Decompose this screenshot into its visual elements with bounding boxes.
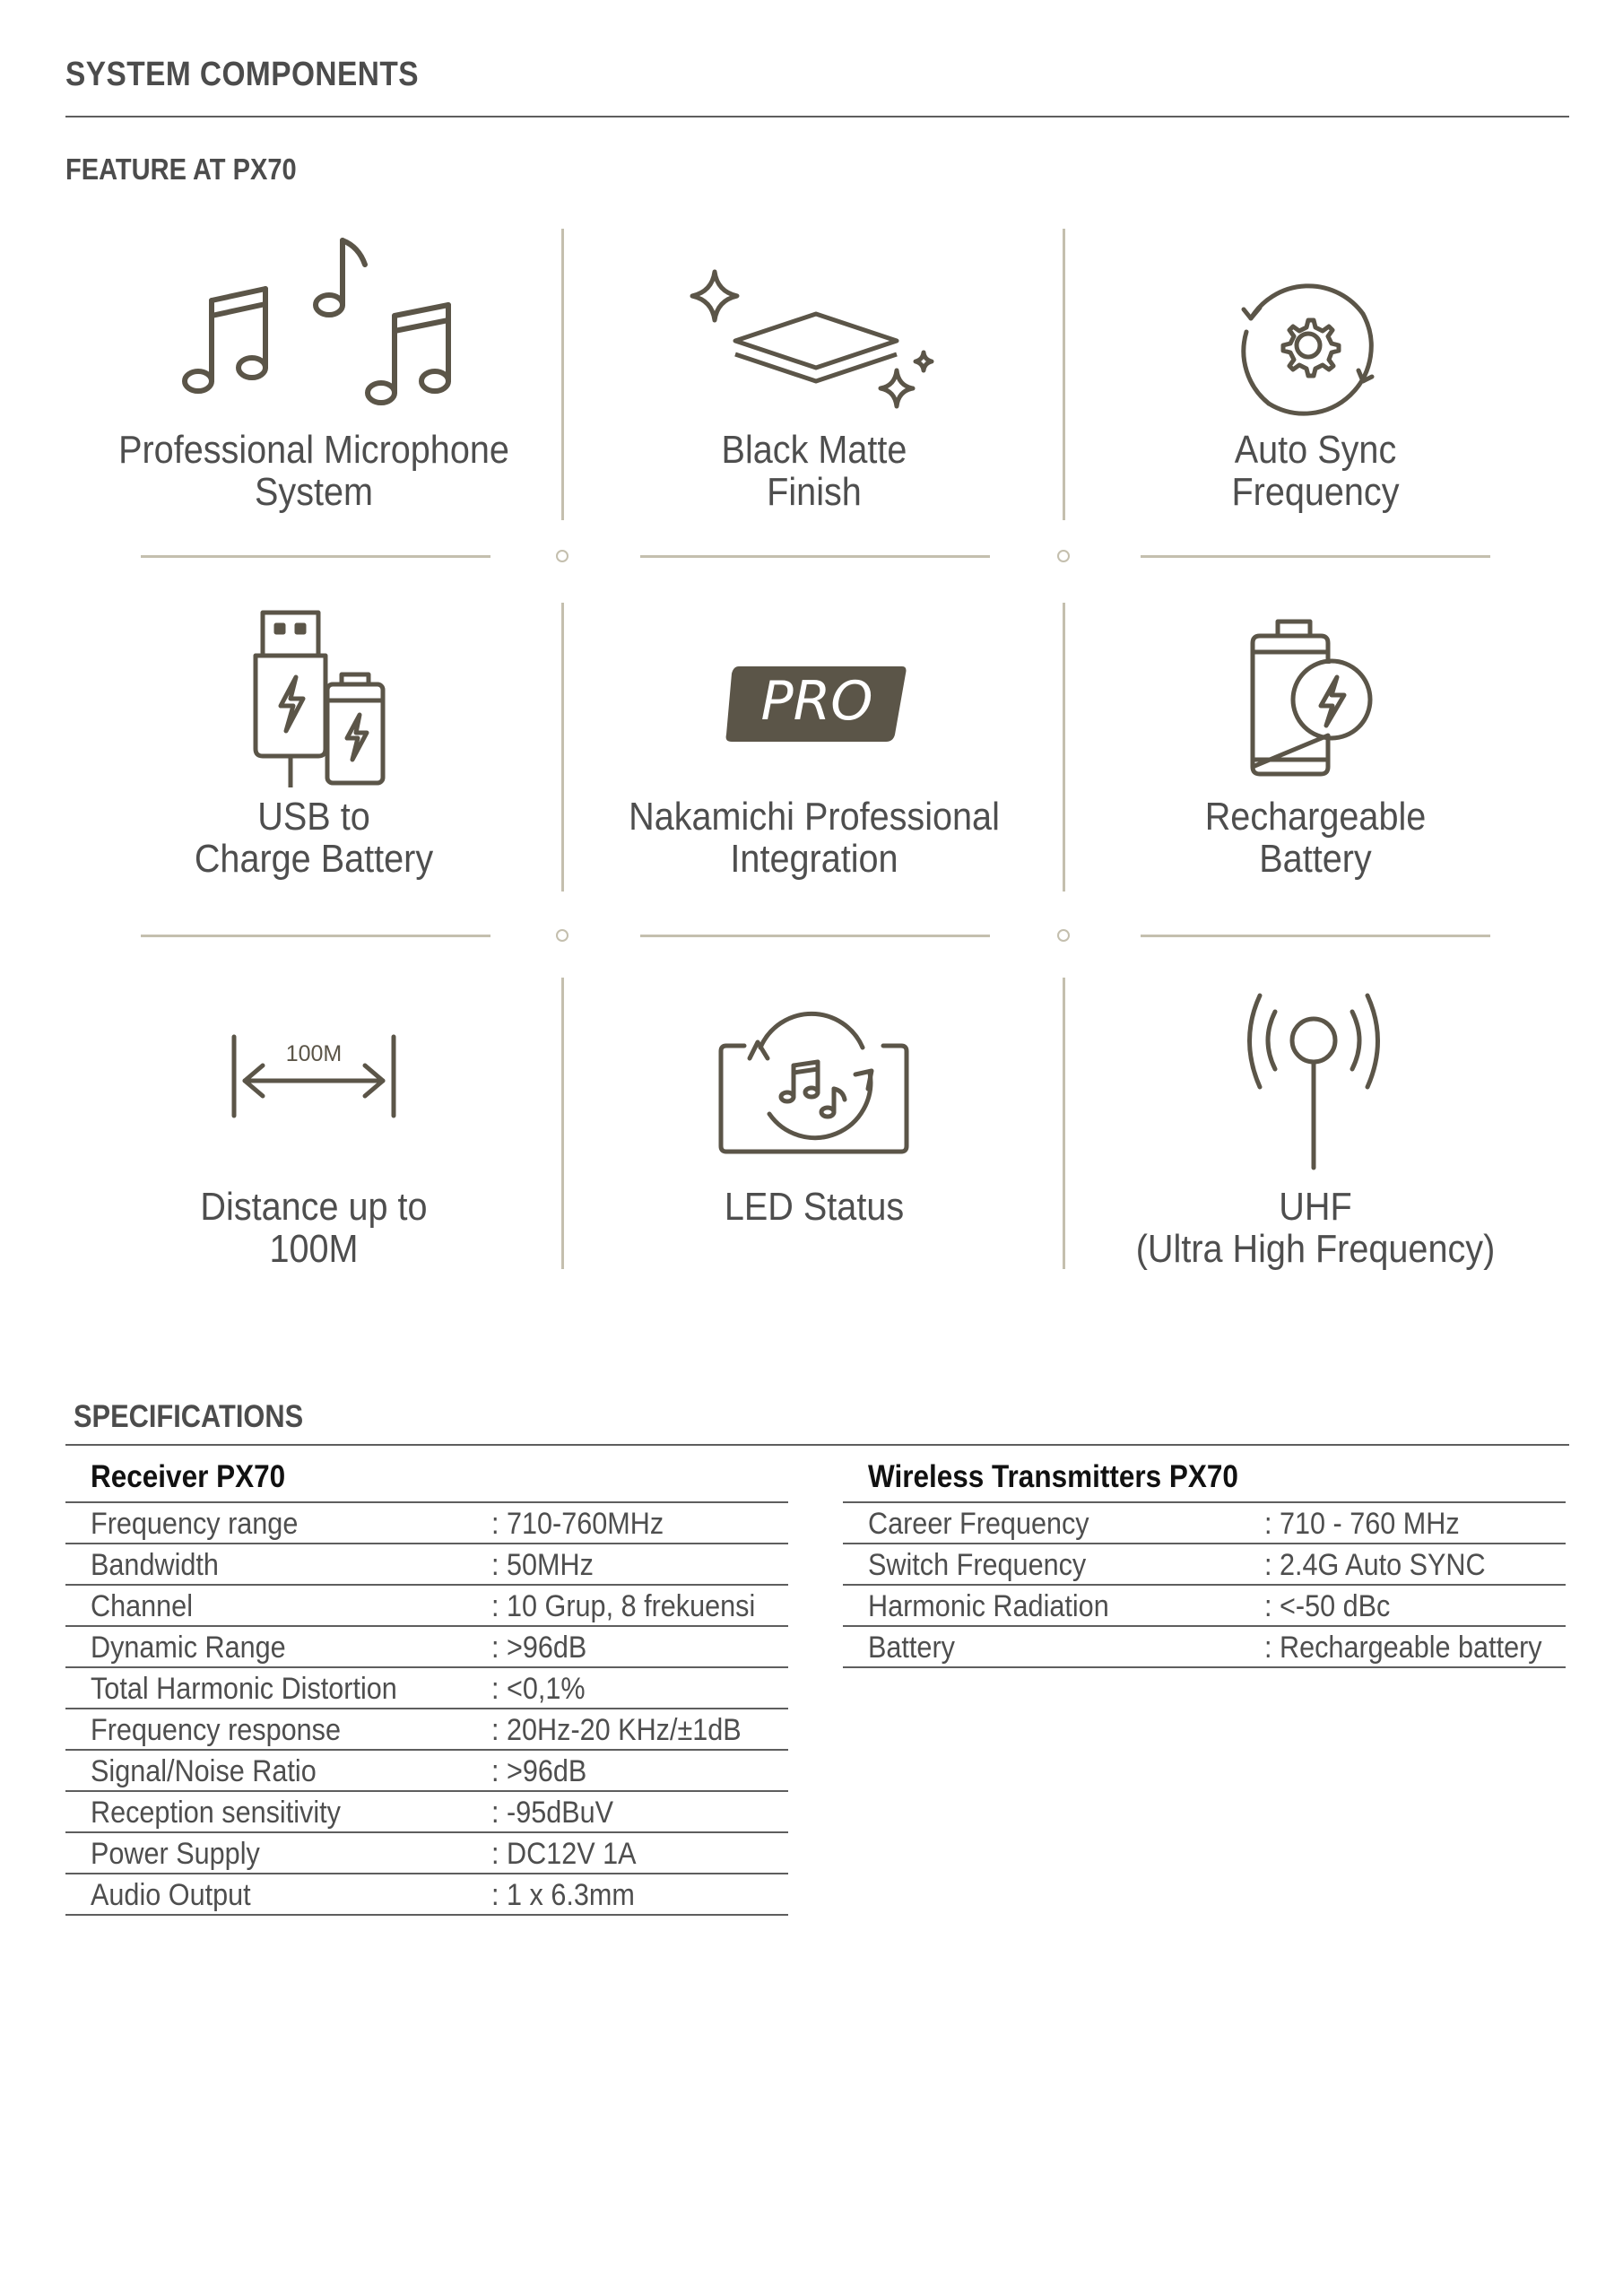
spec-row xyxy=(65,1874,788,1916)
grid-divider xyxy=(1063,978,1065,1269)
feature-label: Black Matte Finish xyxy=(721,428,907,514)
spec-row xyxy=(65,1627,788,1668)
grid-divider xyxy=(561,229,564,520)
specifications-title: SPECIFICATIONS xyxy=(74,1399,304,1434)
spec-row xyxy=(65,1751,788,1792)
grid-divider xyxy=(640,555,990,558)
usb-charge-icon xyxy=(247,605,390,794)
spec-value: : 1 x 6.3mm xyxy=(491,1878,635,1912)
receiver-table-title: Receiver PX70 xyxy=(65,1455,788,1503)
spec-value: : <0,1% xyxy=(491,1672,586,1706)
feature-label: USB to Charge Battery xyxy=(194,795,434,881)
grid-divider xyxy=(1141,935,1490,937)
grid-divider xyxy=(1063,229,1065,520)
grid-dot xyxy=(1057,929,1070,942)
spec-row xyxy=(65,1503,788,1544)
spec-key: Switch Frequency xyxy=(868,1548,1087,1582)
grid-divider xyxy=(640,935,990,937)
spec-value: : 710 - 760 MHz xyxy=(1264,1507,1460,1541)
grid-dot xyxy=(556,550,568,562)
spec-value: : 20Hz-20 KHz/±1dB xyxy=(491,1713,742,1747)
spec-key: Total Harmonic Distortion xyxy=(91,1672,397,1706)
spec-row xyxy=(65,1709,788,1751)
spec-value: : DC12V 1A xyxy=(491,1837,637,1871)
feature-label: Nakamichi Professional Integration xyxy=(629,795,1000,881)
specifications-rule xyxy=(65,1444,1569,1446)
spec-key: Harmonic Radiation xyxy=(868,1589,1109,1623)
grid-divider xyxy=(141,555,490,558)
spec-value: : <-50 dBc xyxy=(1264,1589,1391,1623)
pro-badge-text: PRO xyxy=(760,670,873,733)
spec-value: : 710-760MHz xyxy=(491,1507,664,1541)
spec-key: Audio Output xyxy=(91,1878,251,1912)
spec-value: : Rechargeable battery xyxy=(1264,1631,1542,1665)
spec-key: Frequency response xyxy=(91,1713,341,1747)
rechargeable-battery-icon xyxy=(1242,614,1385,785)
spec-key: Reception sensitivity xyxy=(91,1796,341,1830)
feature-label: Professional Microphone System xyxy=(118,428,509,514)
spec-value: : 50MHz xyxy=(491,1548,594,1582)
spec-row xyxy=(843,1503,1566,1544)
grid-dot xyxy=(556,929,568,942)
spec-row xyxy=(65,1544,788,1586)
spec-key: Channel xyxy=(91,1589,193,1623)
spec-row xyxy=(843,1544,1566,1586)
spec-key: Bandwidth xyxy=(91,1548,219,1582)
spec-key: Power Supply xyxy=(91,1837,260,1871)
spec-value: : >96dB xyxy=(491,1754,587,1788)
grid-divider xyxy=(1141,555,1490,558)
spec-value: : 2.4G Auto SYNC xyxy=(1264,1548,1486,1582)
grid-divider xyxy=(561,978,564,1269)
title-rule xyxy=(65,116,1569,117)
receiver-spec-table xyxy=(65,1455,788,1916)
spec-value: : 10 Grup, 8 frekuensi xyxy=(491,1589,756,1623)
transmitter-table-title: Wireless Transmitters PX70 xyxy=(843,1455,1566,1503)
section-subtitle: FEATURE AT PX70 xyxy=(65,152,297,186)
grid-divider xyxy=(141,935,490,937)
feature-label: LED Status xyxy=(724,1185,905,1229)
feature-label: Rechargeable Battery xyxy=(1204,795,1427,881)
antenna-signal-icon xyxy=(1237,987,1390,1175)
led-status-icon xyxy=(717,1003,910,1160)
grid-divider xyxy=(561,603,564,891)
spec-key: Signal/Noise Ratio xyxy=(91,1754,317,1788)
spec-key: Dynamic Range xyxy=(91,1631,286,1665)
spec-row xyxy=(843,1627,1566,1668)
feature-label: Distance up to 100M xyxy=(200,1185,428,1271)
feature-label: Auto Sync Frequency xyxy=(1231,428,1400,514)
spec-key: Battery xyxy=(868,1631,955,1665)
spec-row xyxy=(65,1833,788,1874)
spec-value: : >96dB xyxy=(491,1631,587,1665)
spec-value: : -95dBuV xyxy=(491,1796,614,1830)
grid-dot xyxy=(1057,550,1070,562)
spec-row xyxy=(65,1792,788,1833)
spec-key: Career Frequency xyxy=(868,1507,1089,1541)
spec-key: Frequency range xyxy=(91,1507,299,1541)
grid-divider xyxy=(1063,603,1065,891)
spec-row xyxy=(843,1586,1566,1627)
feature-label: UHF (Ultra High Frequency) xyxy=(1135,1185,1496,1271)
transmitter-spec-table xyxy=(843,1455,1566,1668)
pro-badge-icon xyxy=(723,659,911,749)
spec-row xyxy=(65,1586,788,1627)
matte-layers-icon xyxy=(681,265,950,426)
music-notes-icon xyxy=(175,233,462,413)
distance-icon-label: 100M xyxy=(285,1041,343,1066)
page-title: SYSTEM COMPONENTS xyxy=(65,56,419,93)
distance-arrow-icon xyxy=(229,1031,399,1121)
sync-gear-icon xyxy=(1224,265,1385,426)
spec-row xyxy=(65,1668,788,1709)
